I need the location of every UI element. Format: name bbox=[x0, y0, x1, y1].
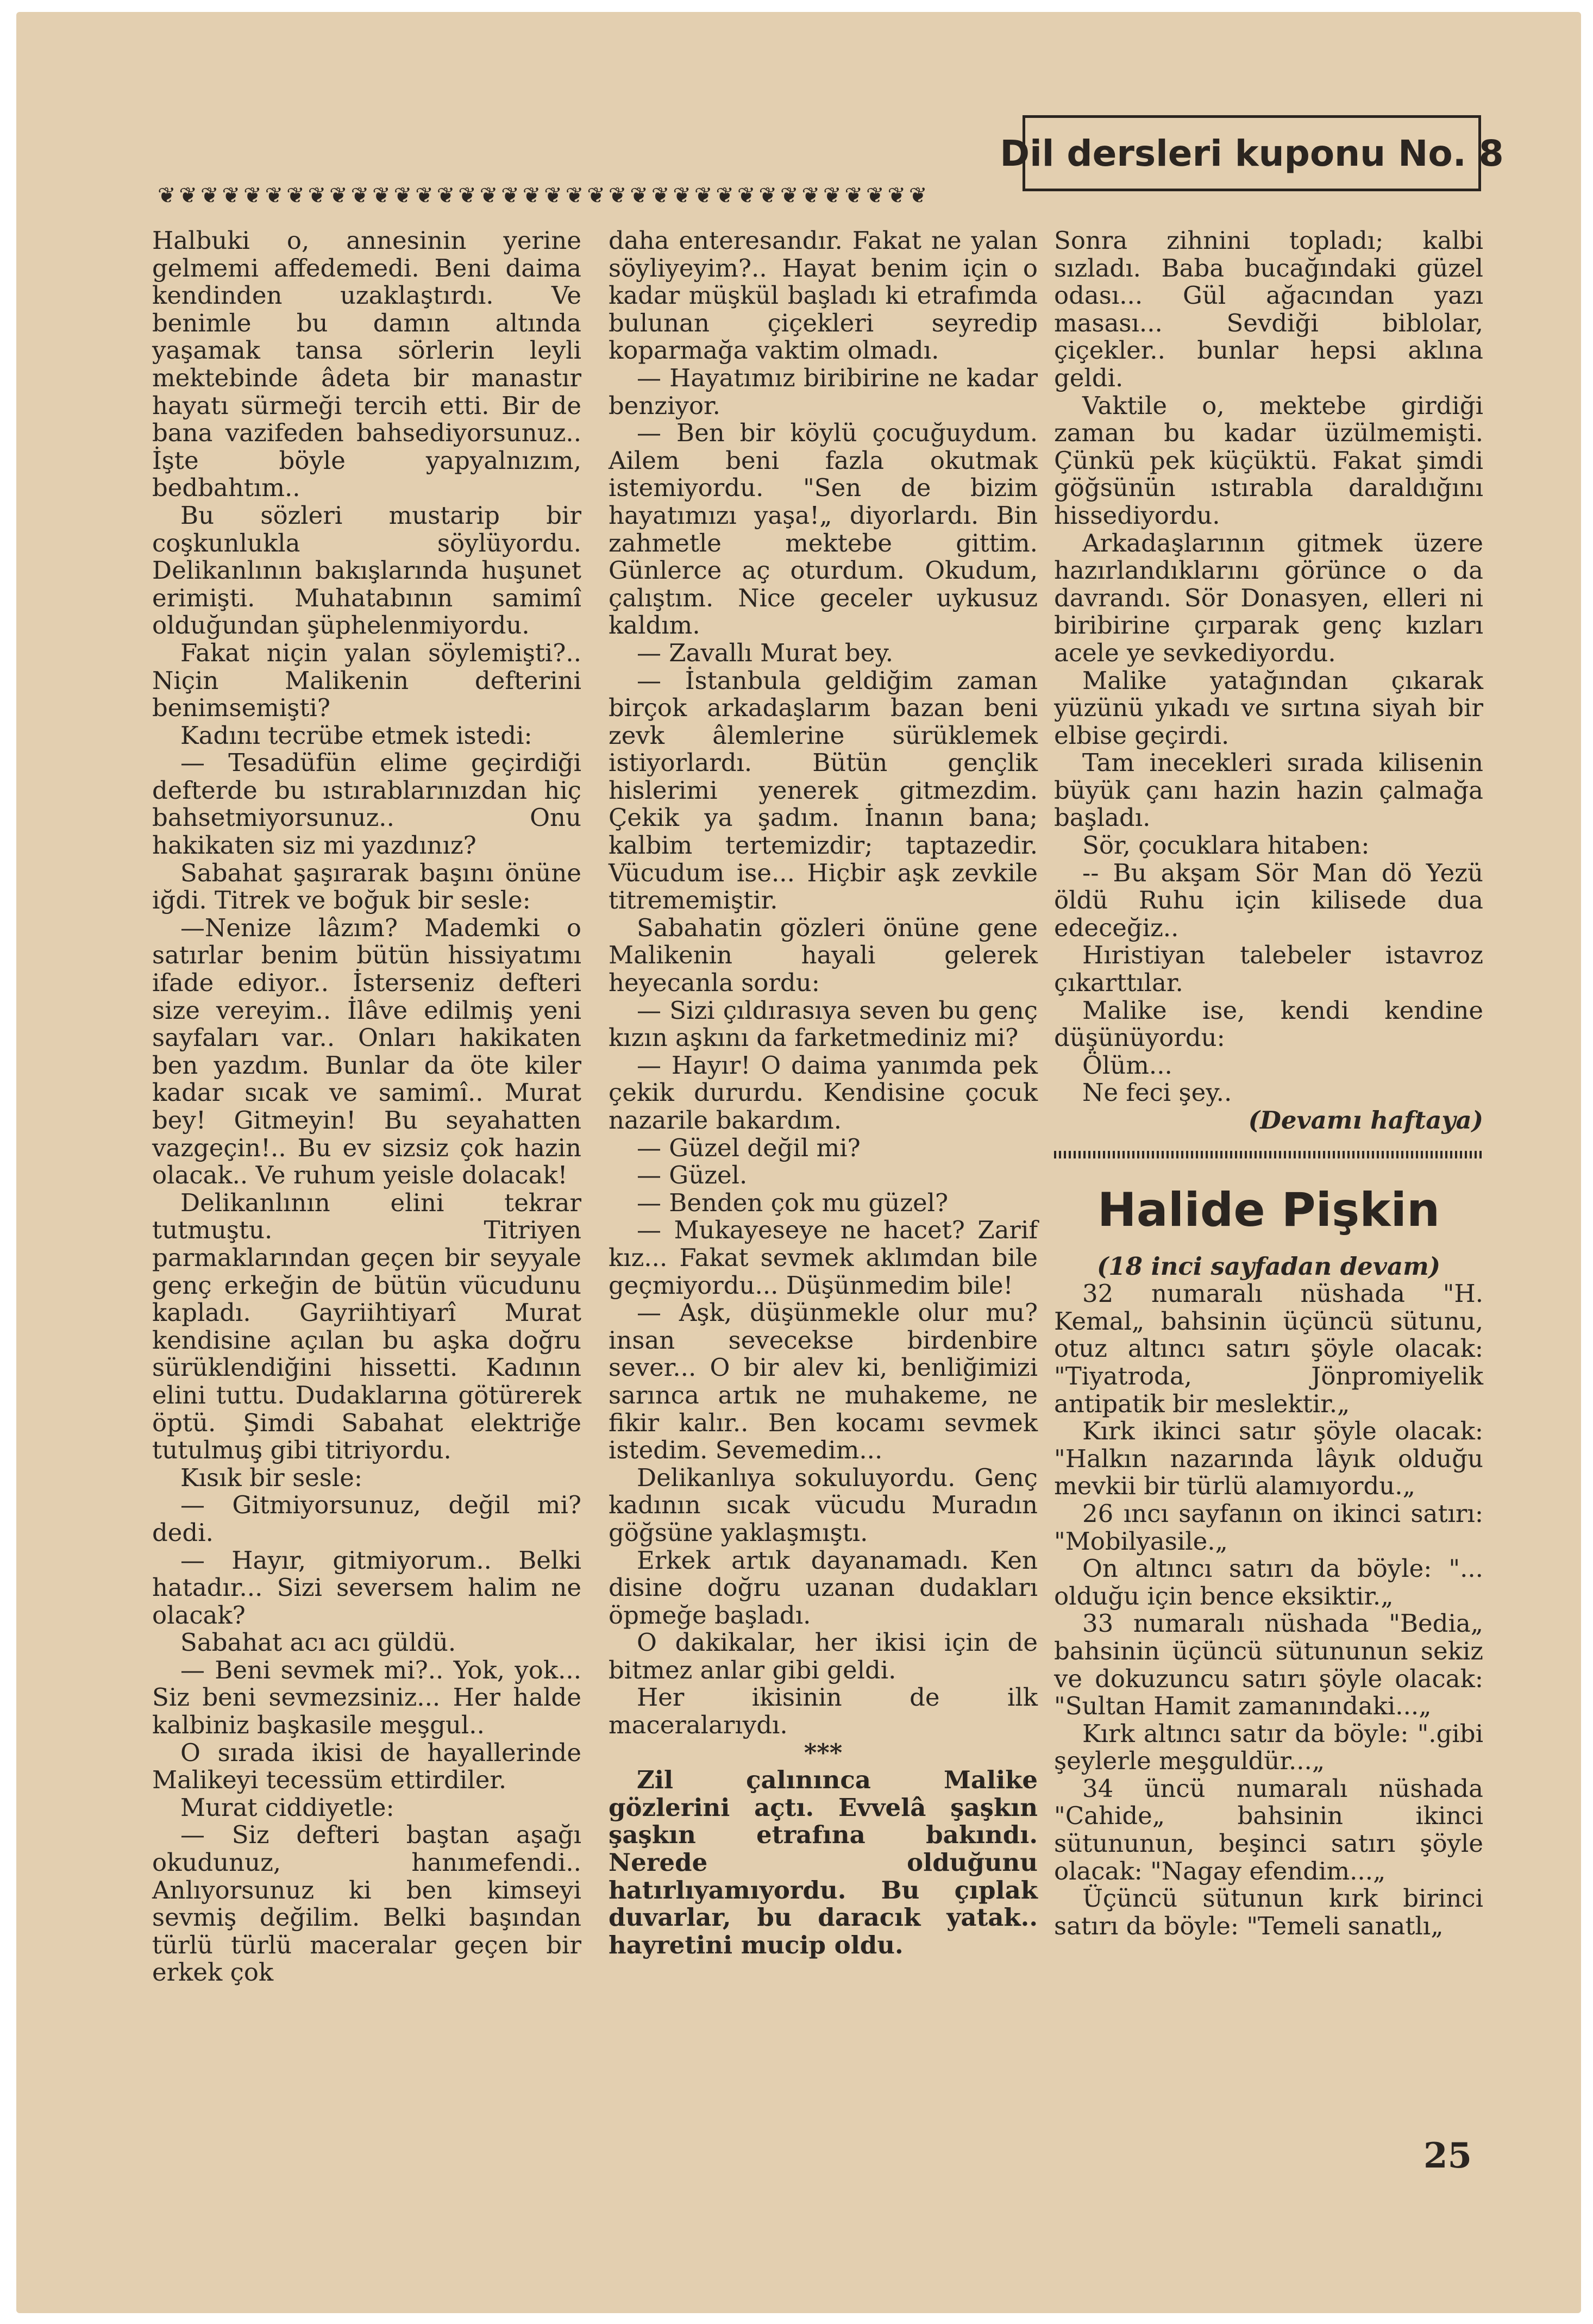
paragraph: Zil çalınınca Malike gözlerini açtı. Evvelâ şaşkın şaşkın etrafına bakındı. Nerede olduğunu hatırlıyamıyordu. Bu çıplak duvarlar, bu daracık yatak.. hayretini mucip oldu. bbox=[609, 1765, 1038, 1959]
paragraph: Sabahatin gözleri önüne gene Malikenin hayali gelerek heyecanla sordu: bbox=[609, 913, 1038, 998]
correction-paragraph: 32 numaralı nüshada "H. Kemal„ bahsinin üçüncü sütunu, otuz altıncı satırı şöyle olacak: "Tiyatroda, Jönpromiyelik antipatik bir meslektir.„ bbox=[1054, 1279, 1483, 1418]
paragraph: — Tesadüfün elime geçirdiği defterde bu ıstırablarınızdan hiç bahsetmiyorsunuz.. Onu hakikaten siz mi yazdınız? bbox=[152, 748, 581, 860]
paragraph: Hıristiyan talebeler istavroz çıkarttılar. bbox=[1054, 941, 1483, 998]
section-subtitle: (18 inci sayfadan devam) bbox=[1096, 1251, 1441, 1281]
paragraph: — Benden çok mu güzel? bbox=[637, 1188, 949, 1217]
paragraph: daha enteresandır. Fakat ne yalan söyliyeyim?.. Hayat benim için o kadar müşkül başladı ki etrafımda bulunan çiçekleri seyredip koparmağa vaktim olmadı. bbox=[609, 226, 1038, 365]
paragraph: — Aşk, düşünmekle olur mu? insan sevecekse birdenbire sever... O bir alev ki, benliğimizi sarınca artık ne muhakeme, ne fikir kalır.. Ben kocamı sevmek istedim. Sevemedim... bbox=[609, 1298, 1038, 1465]
paragraph: —Nenize lâzım? Mademki o satırlar benim bütün hissiyatımı ifade ediyor.. İsterseniz defteri size vereyim.. İlâve edilmiş yeni sayfaları var.. Onları hakikaten ben yazdım. Bunlar da öte kiler kadar sıcak ve samimî.. Murat bey! Gitmeyin! Bu seyahatten vazgeçin!.. Bu ev sizsiz çok hazin olacak.. Ve ruhum yeisle dolacak! bbox=[152, 913, 581, 1190]
paragraph: O dakikalar, her ikisi için de bitmez anlar gibi geldi. bbox=[609, 1628, 1038, 1684]
paragraph: Delikanlıya sokuluyordu. Genç kadının sıcak vücudu Muradın göğsüne yaklaşmıştı. bbox=[609, 1463, 1038, 1547]
text-column-1 bbox=[152, 227, 581, 1987]
paragraph: -- Bu akşam Sör Man dö Yezü öldü Ruhu için kilisede dua edeceğiz.. bbox=[1054, 858, 1483, 942]
section-divider bbox=[1054, 1151, 1483, 1158]
paragraph: — Hayatımız biribirine ne kadar benziyor. bbox=[609, 363, 1038, 420]
correction-paragraph: On altıncı satırı da böyle: "... olduğu için bence eksiktir.„ bbox=[1054, 1554, 1483, 1611]
text-column-2 bbox=[609, 227, 1038, 1959]
ornamental-divider: ❦❦❦❦❦❦❦❦❦❦❦❦❦❦❦❦❦❦❦❦❦❦❦❦❦❦❦❦❦❦❦❦❦❦❦❦ bbox=[158, 184, 931, 208]
coupon-label: Dil dersleri kuponu No. 8 bbox=[1000, 132, 1504, 174]
paragraph: — Güzel. bbox=[637, 1161, 748, 1190]
correction-paragraph: Üçüncü sütunun kırk birinci satırı da böyle: "Temeli sanatlı„ bbox=[1054, 1884, 1483, 1940]
paragraph: Tam inecekleri sırada kilisenin büyük çanı hazin hazin çalmağa başladı. bbox=[1054, 748, 1483, 832]
paragraph: — Siz defteri baştan aşağı okudunuz, hanımefendi.. Anlıyorsunuz ki ben kimseyi sevmiş değilim. Belki başından türlü türlü maceralar geçen bir erkek çok bbox=[152, 1820, 581, 1987]
paragraph: Murat ciddiyetle: bbox=[180, 1793, 394, 1822]
paragraph: — Beni sevmek mi?.. Yok, yok... Siz beni sevmezsiniz... Her halde kalbiniz başkasile meşgul.. bbox=[152, 1655, 581, 1740]
language-lesson-coupon bbox=[1000, 115, 1504, 191]
correction-paragraph: 34 üncü numaralı nüshada "Cahide„ bahsinin ikinci sütununun, beşinci satırı şöyle olacak: "Nagay efendim...„ bbox=[1054, 1774, 1483, 1885]
paragraph: — Sizi çıldırasıya seven bu genç kızın aşkını da farketmediniz mi? bbox=[609, 995, 1038, 1053]
correction-paragraph: 26 ıncı sayfanın on ikinci satırı: "Mobilyasile.„ bbox=[1054, 1499, 1483, 1556]
paragraph: Sabahat şaşırarak başını önüne iğdi. Titrek ve boğuk bir sesle: bbox=[152, 858, 581, 915]
section-break-stars: *** bbox=[804, 1738, 843, 1767]
paragraph: — Zavallı Murat bey. bbox=[637, 638, 894, 667]
paragraph: Kadını tecrübe etmek istedi: bbox=[180, 721, 532, 750]
paragraph: O sırada ikisi de hayallerinde Malikeyi tecessüm ettirdiler. bbox=[152, 1738, 581, 1795]
correction-paragraph: 33 numaralı nüshada "Bedia„ bahsinin üçüncü sütununun sekiz ve dokuzuncu satırı şöyle olacak: "Sultan Hamit zamanındaki...„ bbox=[1054, 1609, 1483, 1721]
correction-paragraph: Kırk ikinci satır şöyle olacak: "Halkın nazarında lâyık olduğu mevkii bir türlü alamıyordu.„ bbox=[1054, 1417, 1483, 1501]
paragraph: — Güzel değil mi? bbox=[637, 1133, 861, 1162]
paragraph: Sör, çocuklara hitaben: bbox=[1082, 831, 1370, 860]
text-column-3 bbox=[1054, 227, 1483, 1940]
correction-paragraph: Kırk altıncı satır da böyle: ".gibi şeylerle meşguldür...„ bbox=[1054, 1719, 1483, 1776]
paragraph: Her ikisinin de ilk maceralarıydı. bbox=[609, 1683, 1038, 1740]
continued-next-week: (Devamı haftaya) bbox=[1248, 1106, 1483, 1135]
paragraph: Ölüm... bbox=[1082, 1050, 1172, 1080]
paragraph: Fakat niçin yalan söylemişti?.. Niçin Malikenin defterini benimsemişti? bbox=[152, 638, 581, 723]
paragraph: Kısık bir sesle: bbox=[180, 1463, 363, 1492]
paragraph: Malike yatağından çıkarak yüzünü yıkadı ve sırtına siyah bir elbise geçirdi. bbox=[1054, 666, 1483, 750]
paragraph: Halbuki o, annesinin yerine gelmemi affedemedi. Beni daima kendinden uzaklaştırdı. Ve benimle bu damın altında yaşamak tansa sörlerin leyli mektebinde âdeta bir manastır hayatı sürmeği tercih etti. Bir de bana vazifeden bahsediyorsunuz.. İşte böyle yapyalnızım, bedbahtım.. bbox=[152, 226, 581, 503]
paragraph: — Hayır! O daima yanımda pek çekik dururdu. Kendisine çocuk nazarile bakardım. bbox=[609, 1050, 1038, 1135]
paragraph: Erkek artık dayanamadı. Ken disine doğru uzanan dudakları öpmeğe başladı. bbox=[609, 1545, 1038, 1630]
paragraph: — Ben bir köylü çocuğuydum. Ailem beni fazla okutmak istemiyordu. "Sen de bizim hayatımızı yaşa!„ diyorlardı. Bin zahmetle mektebe gittim. Günlerce aç oturdum. Okudum, çalıştım. Nice geceler uykusuz kaldım. bbox=[609, 418, 1038, 640]
paragraph: Sabahat acı acı güldü. bbox=[180, 1628, 456, 1657]
paragraph: — İstanbula geldiğim zaman birçok arkadaşlarım bazan beni zevk âlemlerine sürüklemek istiyorlardı. Bütün gençlik hislerimi yenerek gitmezdim. Çekik ya şadım. İnanın bana; kalbim tertemizdir; taptazedir. Vücudum ise... Hiçbir aşk zevkile titrememiştir. bbox=[609, 666, 1038, 915]
paragraph: Vaktile o, mektebe girdiği zaman bu kadar üzülmemişti. Çünkü pek küçüktü. Fakat şimdi göğsünün ıstırabla daraldığını hissediyordu. bbox=[1054, 391, 1483, 530]
paragraph: Sonra zihnini topladı; kalbi sızladı. Baba bucağındaki güzel odası... Gül ağacından yazı masası... Sevdiği biblolar, çiçekler.. bunlar hepsi aklına geldi. bbox=[1054, 226, 1483, 392]
paragraph: Delikanlının elini tekrar tutmuştu. Titriyen parmaklarından geçen bir seyyale genç erkeğin de bütün vücudunu kapladı. Gayriihtiyarî Murat kendisine açılan bu aşka doğru sürüklendiğini hissetti. Kadının elini tuttu. Dudaklarına götürerek öptü. Şimdi Sabahat elektriğe tutulmuş gibi titriyordu. bbox=[152, 1188, 581, 1465]
paragraph: — Gitmiyorsunuz, değil mi? dedi. bbox=[152, 1490, 581, 1547]
paragraph: — Mukayeseye ne hacet? Zarif kız... Fakat sevmek aklımdan bile geçmiyordu... Düşünmedim bile! bbox=[609, 1216, 1038, 1300]
paragraph: Arkadaşlarının gitmek üzere hazırlandıklarını görünce o da davrandı. Sör Donasyen, elleri ni biribirine çırparak genç kızları acele ye sevkediyordu. bbox=[1054, 528, 1483, 667]
paragraph: — Hayır, gitmiyorum.. Belki hatadır... Sizi seversem halim ne olacak? bbox=[152, 1545, 581, 1630]
page-number: 25 bbox=[1423, 2135, 1472, 2176]
paragraph: Ne feci şey.. bbox=[1082, 1078, 1232, 1107]
paragraph: Malike ise, kendi kendine düşünüyordu: bbox=[1054, 995, 1483, 1053]
paragraph: Bu sözleri mustarip bir coşkunlukla söylüyordu. Delikanlının bakışlarında huşunet erimişti. Muhatabının samimî olduğundan şüphelenmiyordu. bbox=[152, 500, 581, 640]
section-title: Halide Pişkin bbox=[1097, 1182, 1440, 1237]
